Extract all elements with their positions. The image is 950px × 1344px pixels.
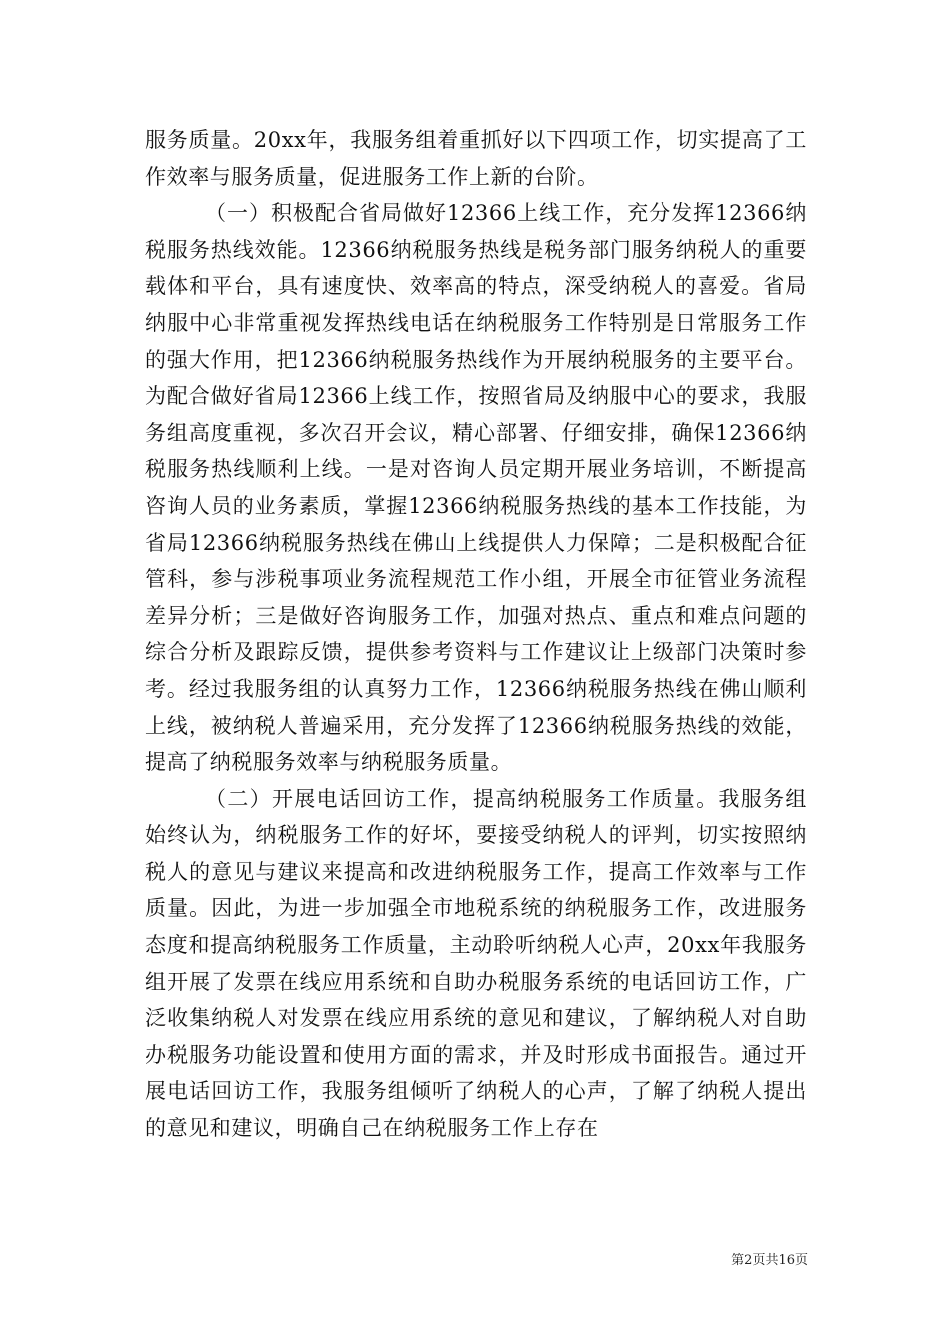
paragraph-section-2: （二）开展电话回访工作，提高纳税服务工作质量。我服务组始终认为，纳税服务工作的好坏，要接受纳税人的评判，切实按照纳税人的意见与建议来提高和改进纳税服务工作，提高工作效率与工作质量。因此，为进一步加强全市地税系统的纳税服务工作，改进服务态度和提高纳税服务工作质量，主动聆听纳税人心声，20xx年我服务组开展了发票在线应用系统和自助办税服务系统的电话回访工作，广泛收集纳税人对发票在线应用系统的意见和建议，了解纳税人对自助办税服务功能设置和使用方面的需求，并及时形成书面报告。通过开展电话回访工作，我服务组倾听了纳税人的心声，了解了纳税人提出的意见和建议，明确自己在纳税服务工作上存在 [145, 786, 807, 1141]
paragraph-intro: 服务质量。20xx年，我服务组着重抓好以下四项工作，切实提高了工作效率与服务质量，促进服务工作上新的台阶。 [145, 128, 807, 189]
document-body [145, 122, 807, 1147]
page-number-footer: 第2页共16页 [731, 1253, 808, 1268]
paragraph-section-1: （一）积极配合省局做好12366上线工作，充分发挥12366纳税服务热线效能。12366纳税服务热线是税务部门服务纳税人的重要载体和平台，具有速度快、效率高的特点，深受纳税人的喜爱。省局纳服中心非常重视发挥热线电话在纳税服务工作特别是日常服务工作的强大作用，把12366纳税服务热线作为开展纳税服务的主要平台。为配合做好省局12366上线工作，按照省局及纳服中心的要求，我服务组高度重视，多次召开会议，精心部署、仔细安排，确保12366纳税服务热线顺利上线。一是对咨询人员定期开展业务培训，不断提高咨询人员的业务素质，掌握12366纳税服务热线的基本工作技能，为省局12366纳税服务热线在佛山上线提供人力保障；二是积极配合征管科，参与涉税事项业务流程规范工作小组，开展全市征管业务流程差异分析；三是做好咨询服务工作，加强对热点、重点和难点问题的综合分析及跟踪反馈，提供参考资料与工作建议让上级部门决策时参考。经过我服务组的认真努力工作，12366纳税服务热线在佛山顺利上线，被纳税人普遍采用，充分发挥了12366纳税服务热线的效能，提高了纳税服务效率与纳税服务质量。 [145, 201, 807, 775]
